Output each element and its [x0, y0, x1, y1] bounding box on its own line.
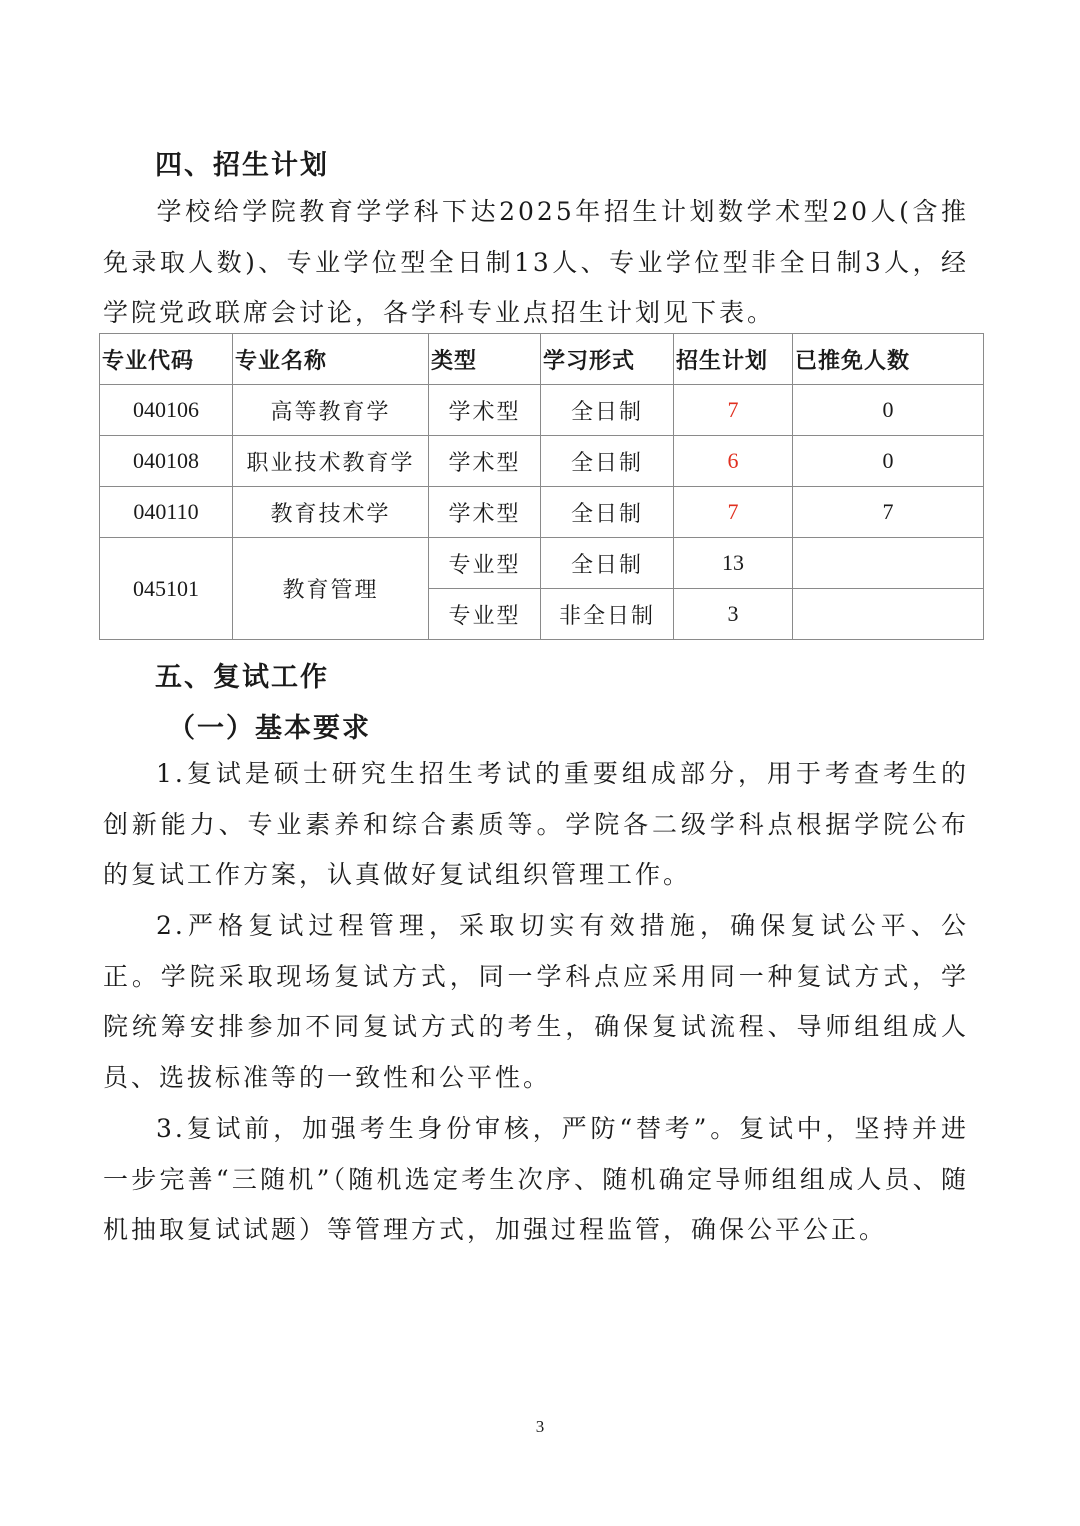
cell-mode: 非全日制 [541, 589, 674, 640]
section-5-subtitle: （一）基本要求 [168, 713, 371, 744]
cell-code: 040108 [100, 436, 233, 487]
cell-exempt [793, 589, 984, 640]
table-row [100, 436, 984, 487]
section-5-title: 五、复试工作 [155, 662, 329, 693]
header-code: 专业代码 [100, 334, 233, 385]
table-row [100, 538, 984, 589]
cell-name: 教育技术学 [233, 487, 429, 538]
cell-code: 040110 [100, 487, 233, 538]
header-name: 专业名称 [233, 334, 429, 385]
cell-type: 学术型 [429, 436, 541, 487]
header-mode: 学习形式 [541, 334, 674, 385]
cell-code: 045101 [100, 538, 233, 640]
cell-plan: 6 [674, 436, 793, 487]
cell-code: 040106 [100, 385, 233, 436]
requirement-item-1 [103, 749, 969, 901]
requirement-item-text: 3.复试前，加强考生身份审核，严防“替考”。复试中，坚持并进一步完善“三随机”（随机选定考生次序、随机确定导师组组成人员、随机抽取复试试题）等管理方式，加强过程监管，确保公平公正。 [103, 1114, 969, 1244]
cell-exempt [793, 538, 984, 589]
section-4-paragraph-text: 学校给学院教育学学科下达2025年招生计划数学术型20人(含推免录取人数)、专业学位型全日制13人、专业学位型非全日制3人，经学院党政联席会讨论，各学科专业点招生计划见下表。 [103, 197, 969, 327]
cell-type: 专业型 [429, 538, 541, 589]
enrollment-plan-table [99, 333, 984, 640]
cell-name: 高等教育学 [233, 385, 429, 436]
requirement-item-text: 2.严格复试过程管理，采取切实有效措施，确保复试公平、公正。学院采取现场复试方式，同一学科点应采用同一种复试方式，学院统筹安排参加不同复试方式的考生，确保复试流程、导师组组成人员、选拔标准等的一致性和公平性。 [103, 911, 969, 1092]
cell-exempt: 0 [793, 436, 984, 487]
cell-type: 学术型 [429, 487, 541, 538]
cell-exempt: 7 [793, 487, 984, 538]
cell-type: 专业型 [429, 589, 541, 640]
section-4-paragraph [103, 187, 969, 339]
cell-type: 学术型 [429, 385, 541, 436]
cell-plan: 7 [674, 385, 793, 436]
cell-name: 教育管理 [233, 538, 429, 640]
cell-name: 职业技术教育学 [233, 436, 429, 487]
table-row [100, 487, 984, 538]
section-4-title: 四、招生计划 [155, 150, 329, 181]
page-number: 3 [535, 1417, 545, 1436]
table-row [100, 385, 984, 436]
cell-mode: 全日制 [541, 538, 674, 589]
requirement-item-2 [103, 901, 969, 1103]
header-plan: 招生计划 [674, 334, 793, 385]
cell-mode: 全日制 [541, 487, 674, 538]
cell-mode: 全日制 [541, 436, 674, 487]
cell-exempt: 0 [793, 385, 984, 436]
requirement-item-text: 1.复试是硕士研究生招生考试的重要组成部分，用于考查考生的创新能力、专业素养和综合素质等。学院各二级学科点根据学院公布的复试工作方案，认真做好复试组织管理工作。 [103, 759, 969, 889]
cell-plan: 13 [674, 538, 793, 589]
cell-plan: 7 [674, 487, 793, 538]
table-header-row [100, 334, 984, 385]
cell-plan: 3 [674, 589, 793, 640]
cell-mode: 全日制 [541, 385, 674, 436]
header-exempt: 已推免人数 [793, 334, 984, 385]
requirement-item-3 [103, 1104, 969, 1256]
header-type: 类型 [429, 334, 541, 385]
